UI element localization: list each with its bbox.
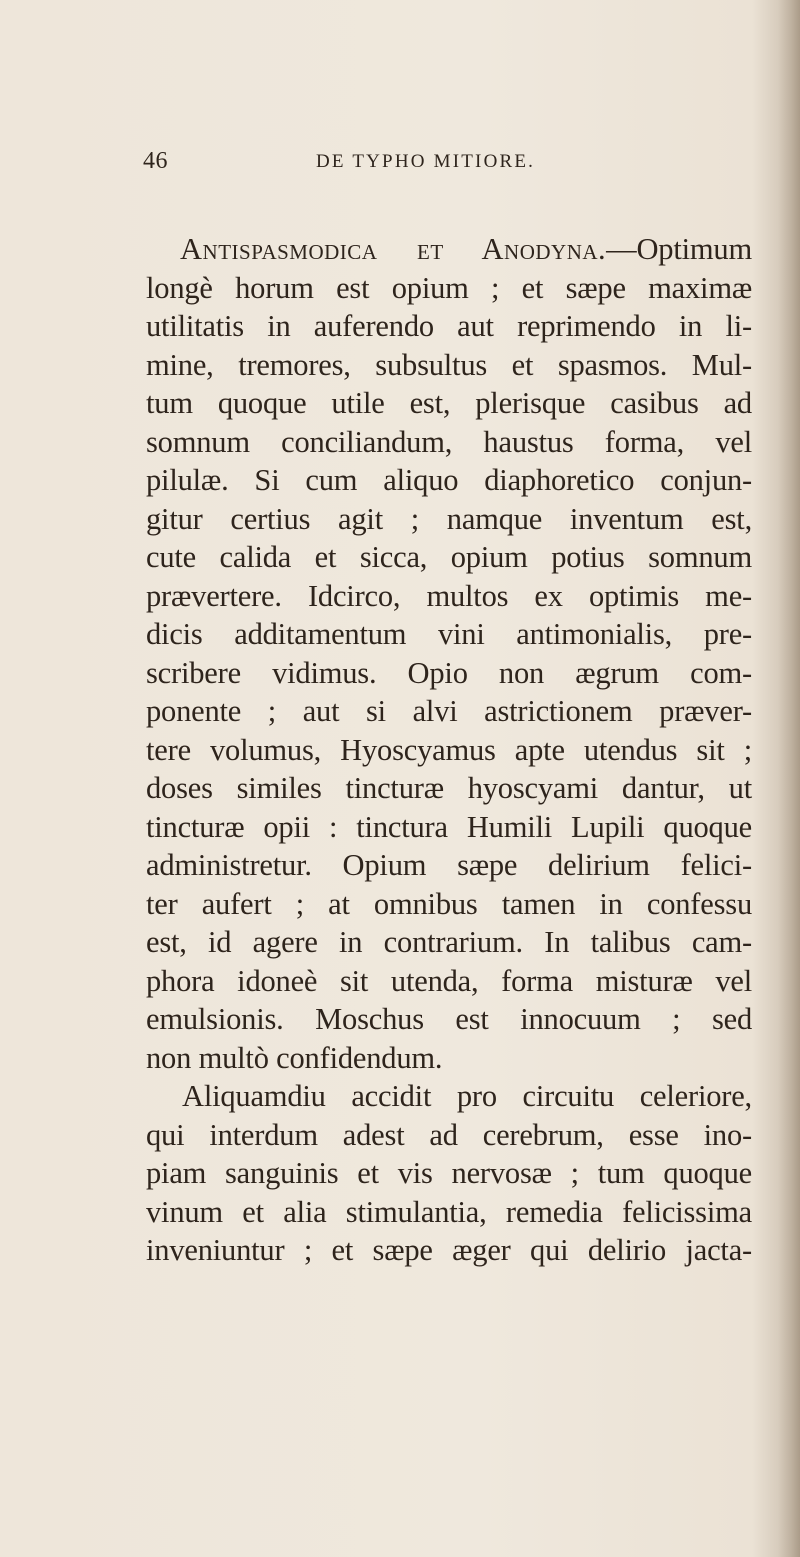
- text-line: longè horum est opium ; et sæpe maximæ: [146, 270, 752, 305]
- page-edge-shadow: [778, 0, 800, 1557]
- text-line: ter aufert ; at omnibus tamen in confessu: [146, 886, 752, 921]
- running-head: DE TYPHO MITIORE.: [316, 151, 536, 172]
- page-number: 46: [143, 148, 168, 174]
- text-line: est, id agere in contrarium. In talibus cam-: [146, 925, 752, 959]
- text-line: emulsionis. Moschus est innocuum ; sed: [146, 1002, 752, 1036]
- text-line: mine, tremores, subsultus et spasmos. Mul-: [146, 347, 752, 382]
- text-line: scribere vidimus. Opio non ægrum com-: [146, 655, 752, 690]
- section-heading: Antispasmodica et Anodyna.: [180, 232, 607, 266]
- text-line: doses similes tincturæ hyoscyami dantur, ut: [146, 771, 752, 805]
- text-line: utilitatis in auferendo aut reprimendo in li-: [146, 309, 752, 343]
- text-line: somnum conciliandum, haustus forma, vel: [146, 424, 752, 459]
- text-line: phora idoneè sit utenda, forma misturæ vel: [146, 963, 752, 998]
- text-line: ponente ; aut si alvi astrictionem præver-: [146, 694, 752, 728]
- text-line: dicis additamentum vini antimonialis, pre-: [146, 617, 752, 651]
- text-line: vinum et alia stimulantia, remedia felicissima: [146, 1194, 752, 1229]
- page-header: [143, 148, 763, 178]
- text-line: prævertere. Idcirco, multos ex optimis me-: [146, 578, 752, 613]
- text-line: cute calida et sicca, opium potius somnum: [146, 540, 752, 574]
- text-line: pilulæ. Si cum aliquo diaphoretico conjun-: [146, 463, 752, 497]
- paragraph-start-line: Aliquamdiu accidit pro circuitu celeriore,: [182, 1079, 752, 1113]
- text-line: gitur certius agit ; namque inventum est,: [146, 501, 752, 536]
- text-line: tere volumus, Hyoscyamus apte utendus sit ;: [146, 732, 752, 767]
- text-line: [146, 230, 752, 269]
- text-line: non multò confidendum.: [146, 1040, 443, 1075]
- text-line: inveniuntur ; et sæpe æger qui delirio jacta-: [146, 1233, 752, 1267]
- text-line: tum quoque utile est, plerisque casibus ad: [146, 386, 752, 420]
- text-line: piam sanguinis et vis nervosæ ; tum quoque: [146, 1156, 752, 1190]
- body-text: [146, 230, 752, 1270]
- heading-continuation: —Optimum: [606, 232, 752, 266]
- text-line: administretur. Opium sæpe delirium felici-: [146, 848, 752, 882]
- text-line: tincturæ opii : tinctura Humili Lupili quoque: [146, 809, 752, 844]
- text-line: qui interdum adest ad cerebrum, esse ino-: [146, 1117, 752, 1152]
